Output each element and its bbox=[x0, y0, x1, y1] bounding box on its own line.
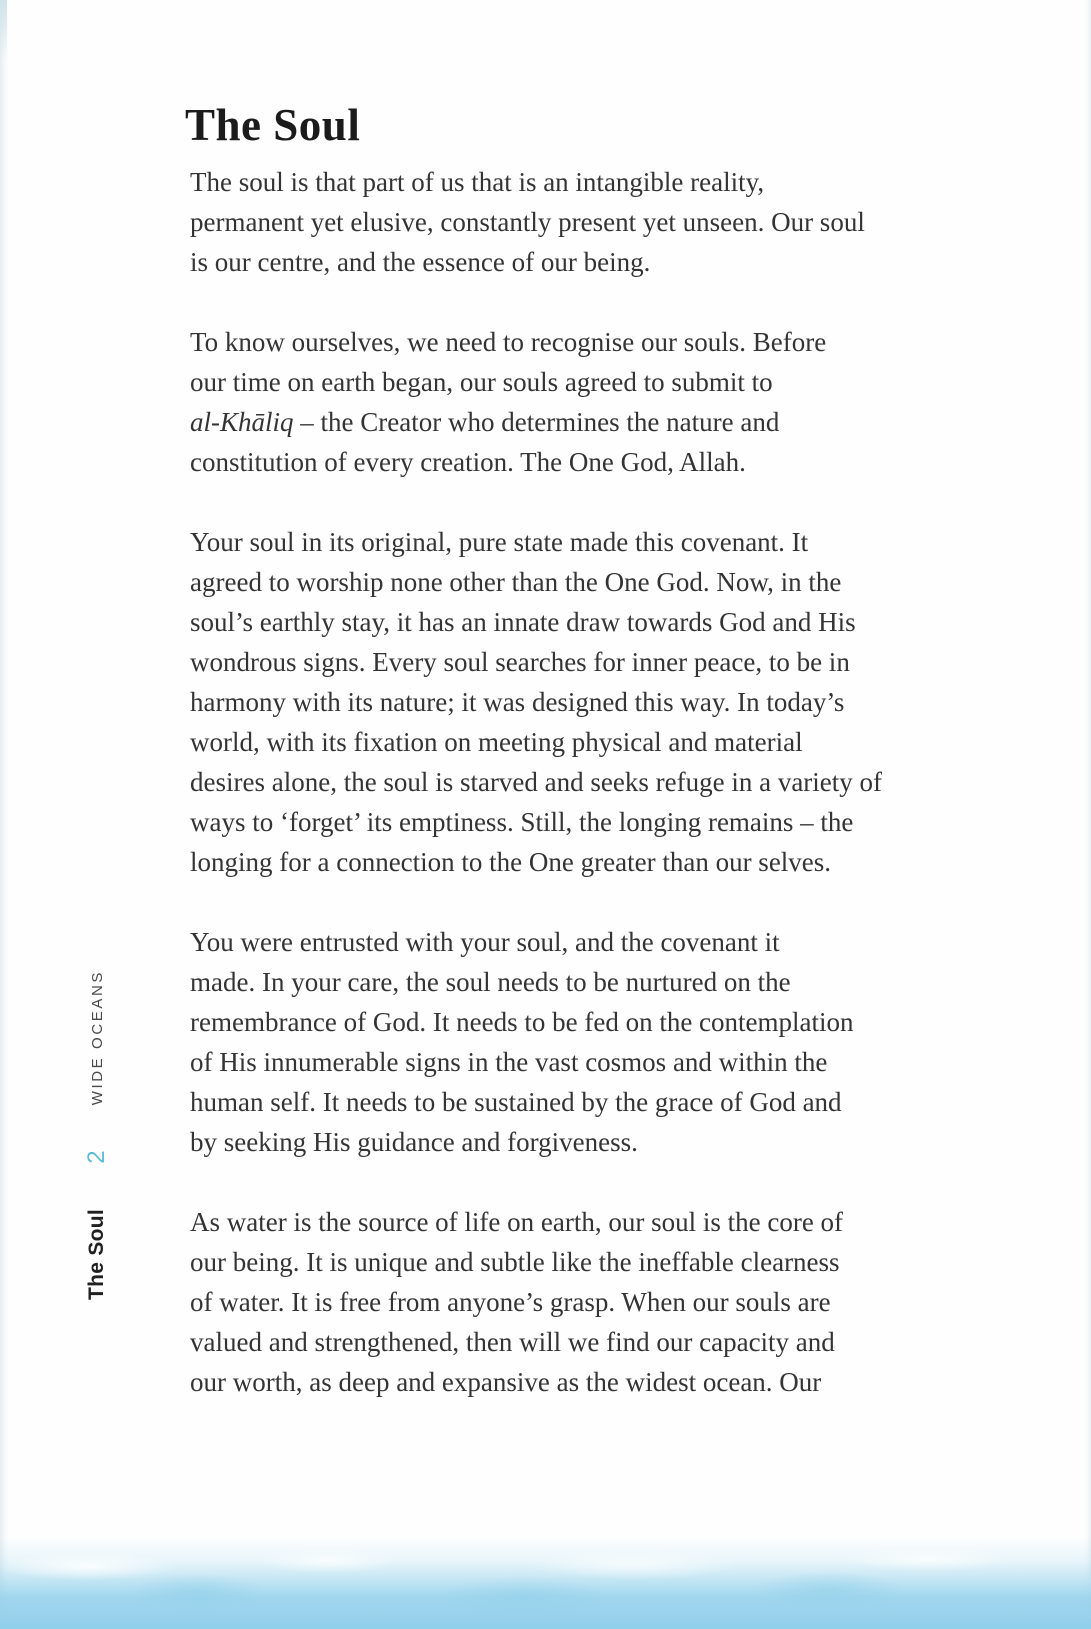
text-line: ways to ‘forget’ its emptiness. Still, the longing remains – the bbox=[190, 807, 854, 837]
text-line: To know ourselves, we need to recognise our souls. Before bbox=[190, 327, 827, 357]
text-line: permanent yet elusive, constantly present yet unseen. Our soul bbox=[190, 207, 865, 237]
text-line: world, with its fixation on meeting physical and material bbox=[190, 727, 803, 757]
paragraph bbox=[190, 162, 1080, 282]
sidebar-book-title: WIDE OCEANS bbox=[88, 970, 106, 1106]
text-line: is our centre, and the essence of our being. bbox=[190, 247, 651, 277]
paragraph bbox=[190, 322, 1080, 482]
sidebar bbox=[80, 970, 114, 1300]
scan-edge-left bbox=[0, 0, 9, 1629]
scan-edge-right bbox=[1083, 0, 1091, 1629]
text-line: wondrous signs. Every soul searches for inner peace, to be in bbox=[190, 647, 850, 677]
page-number: 2 bbox=[83, 1150, 110, 1164]
page-title: The Soul bbox=[185, 100, 361, 151]
paragraph bbox=[190, 1202, 1080, 1402]
paragraph bbox=[190, 522, 1080, 882]
text-line: constitution of every creation. The One God, Allah. bbox=[190, 447, 746, 477]
text-line: by seeking His guidance and forgiveness. bbox=[190, 1127, 638, 1157]
paragraph bbox=[190, 922, 1080, 1162]
text-line: human self. It needs to be sustained by the grace of God and bbox=[190, 1087, 842, 1117]
text-line: agreed to worship none other than the One God. Now, in the bbox=[190, 567, 842, 597]
text-line: The soul is that part of us that is an intangible reality, bbox=[190, 167, 765, 197]
text-line: As water is the source of life on earth, our soul is the core of bbox=[190, 1207, 844, 1237]
text-line: Your soul in its original, pure state made this covenant. It bbox=[190, 527, 809, 557]
text-line: remembrance of God. It needs to be fed on the contemplation bbox=[190, 1007, 854, 1037]
italic-term: al-Khāliq bbox=[190, 407, 294, 437]
text-line: of water. It is free from anyone’s grasp. When our souls are bbox=[190, 1287, 831, 1317]
text-line: our time on earth began, our souls agreed to submit to bbox=[190, 367, 773, 397]
text-line: harmony with its nature; it was designed this way. In today’s bbox=[190, 687, 845, 717]
sidebar-chapter-title: The Soul bbox=[85, 1208, 108, 1300]
text-line: al-Khāliq – the Creator who determines the nature and bbox=[190, 407, 780, 437]
text-line: longing for a connection to the One greater than our selves. bbox=[190, 847, 832, 877]
text-line: our being. It is unique and subtle like the ineffable clearness bbox=[190, 1247, 840, 1277]
text-line: desires alone, the soul is starved and seeks refuge in a variety of bbox=[190, 767, 883, 797]
text-line: You were entrusted with your soul, and the covenant it bbox=[190, 927, 780, 957]
text-line: made. In your care, the soul needs to be nurtured on the bbox=[190, 967, 791, 997]
text-line: our worth, as deep and expansive as the widest ocean. Our bbox=[190, 1367, 822, 1397]
text-line: soul’s earthly stay, it has an innate draw towards God and His bbox=[190, 607, 856, 637]
text-line: valued and strengthened, then will we find our capacity and bbox=[190, 1327, 835, 1357]
watercolor-band bbox=[0, 1537, 1091, 1629]
text-line: of His innumerable signs in the vast cosmos and within the bbox=[190, 1047, 828, 1077]
body-text bbox=[190, 162, 1080, 1442]
